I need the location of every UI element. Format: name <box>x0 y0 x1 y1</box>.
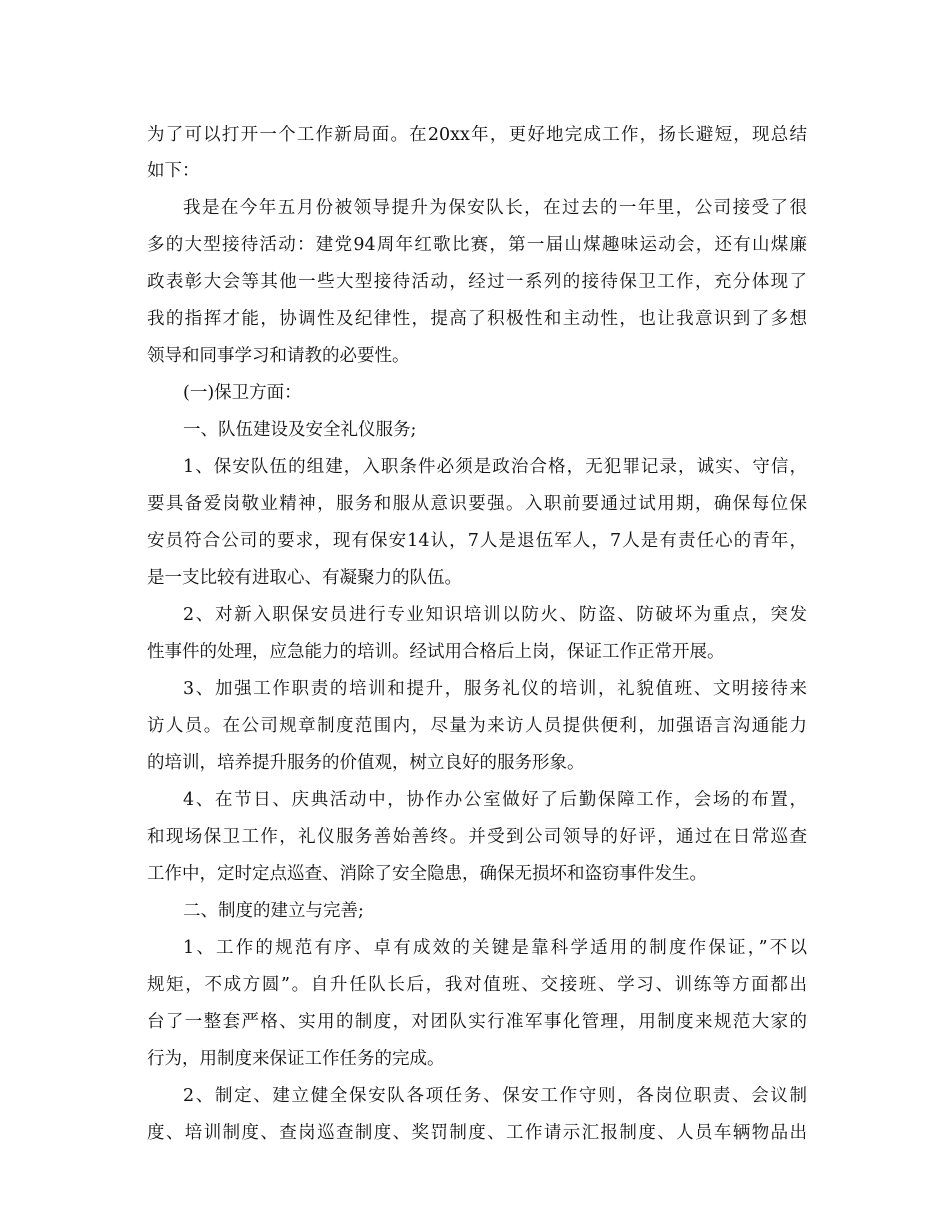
text-line-6: 我的指挥才能，协调性及纪律性，提高了积极性和主动性，也让我意识到了多想 <box>147 309 807 329</box>
text-line-13: 是一支比较有进取心、有凝聚力的队伍。 <box>147 568 462 588</box>
text-line-26: 行为，用制度来保证工作任务的完成。 <box>147 1049 445 1069</box>
text-line-3: 我是在今年五月份被领导提升为保安队长，在过去的一年里，公司接受了很 <box>183 198 807 218</box>
text-line-4: 多的大型接待活动：建党94周年红歌比赛，第一届山煤趣味运动会，还有山煤廉 <box>147 235 807 255</box>
text-line-5: 政表彰大会等其他一些大型接待活动，经过一系列的接待保卫工作，充分体现了 <box>147 272 807 292</box>
text-line-28: 度、培训制度、查岗巡查制度、奖罚制度、工作请示汇报制度、人员车辆物品出 <box>147 1123 807 1143</box>
text-line-15: 性事件的处理，应急能力的培训。经试用合格后上岗，保证工作正常开展。 <box>147 642 725 662</box>
text-line-12: 安员符合公司的要求，现有保安14认，7人是退伍军人，7人是有责任心的青年， <box>147 531 807 551</box>
text-line-1: 为了可以打开一个工作新局面。在20xx年，更好地完成工作，扬长避短，现总结 <box>147 125 807 145</box>
text-line-19: 4、在节日、庆典活动中，协作办公室做好了后勤保障工作，会场的布置， <box>183 790 807 810</box>
text-line-27: 2、制定、建立健全保安队各项任务、保安工作守则，各岗位职责、会议制 <box>183 1086 807 1106</box>
text-line-25: 台了一整套严格、实用的制度，对团队实行准军事化管理，用制度来规范大家的 <box>147 1012 807 1032</box>
text-line-2: 如下： <box>147 161 200 181</box>
text-line-21: 工作中，定时定点巡查、消除了安全隐患，确保无损坏和盗窃事件发生。 <box>147 864 707 884</box>
text-line-17: 访人员。在公司规章制度范围内，尽量为来访人员提供便利，加强语言沟通能力 <box>147 716 807 736</box>
text-line-24: 规矩，不成方圆”。自升任队长后，我对值班、交接班、学习、训练等方面都出 <box>147 975 807 995</box>
text-line-10: 1、保安队伍的组建，入职条件必须是政治合格，无犯罪记录，诚实、守信， <box>183 457 807 477</box>
text-line-11: 要具备爱岗敬业精神，服务和服从意识要强。入职前要通过试用期，确保每位保 <box>147 494 807 514</box>
text-line-7: 领导和同事学习和请教的必要性。 <box>147 346 410 366</box>
text-line-22: 二、制度的建立与完善; <box>183 901 364 921</box>
text-line-9: 一、队伍建设及安全礼仪服务; <box>183 420 417 440</box>
text-line-18: 的培训，培养提升服务的价值观，树立良好的服务形象。 <box>147 753 585 773</box>
text-line-20: 和现场保卫工作，礼仪服务善始善终。并受到公司领导的好评，通过在日常巡查 <box>147 827 807 847</box>
text-line-14: 2、对新入职保安员进行专业知识培训以防火、防盗、防破坏为重点，突发 <box>183 605 807 625</box>
text-line-16: 3、加强工作职责的培训和提升，服务礼仪的培训，礼貌值班、文明接待来 <box>183 679 807 699</box>
text-line-8: (一)保卫方面： <box>183 383 302 403</box>
text-line-23: 1、工作的规范有序、卓有成效的关键是靠科学适用的制度作保证，”不以 <box>183 938 807 958</box>
